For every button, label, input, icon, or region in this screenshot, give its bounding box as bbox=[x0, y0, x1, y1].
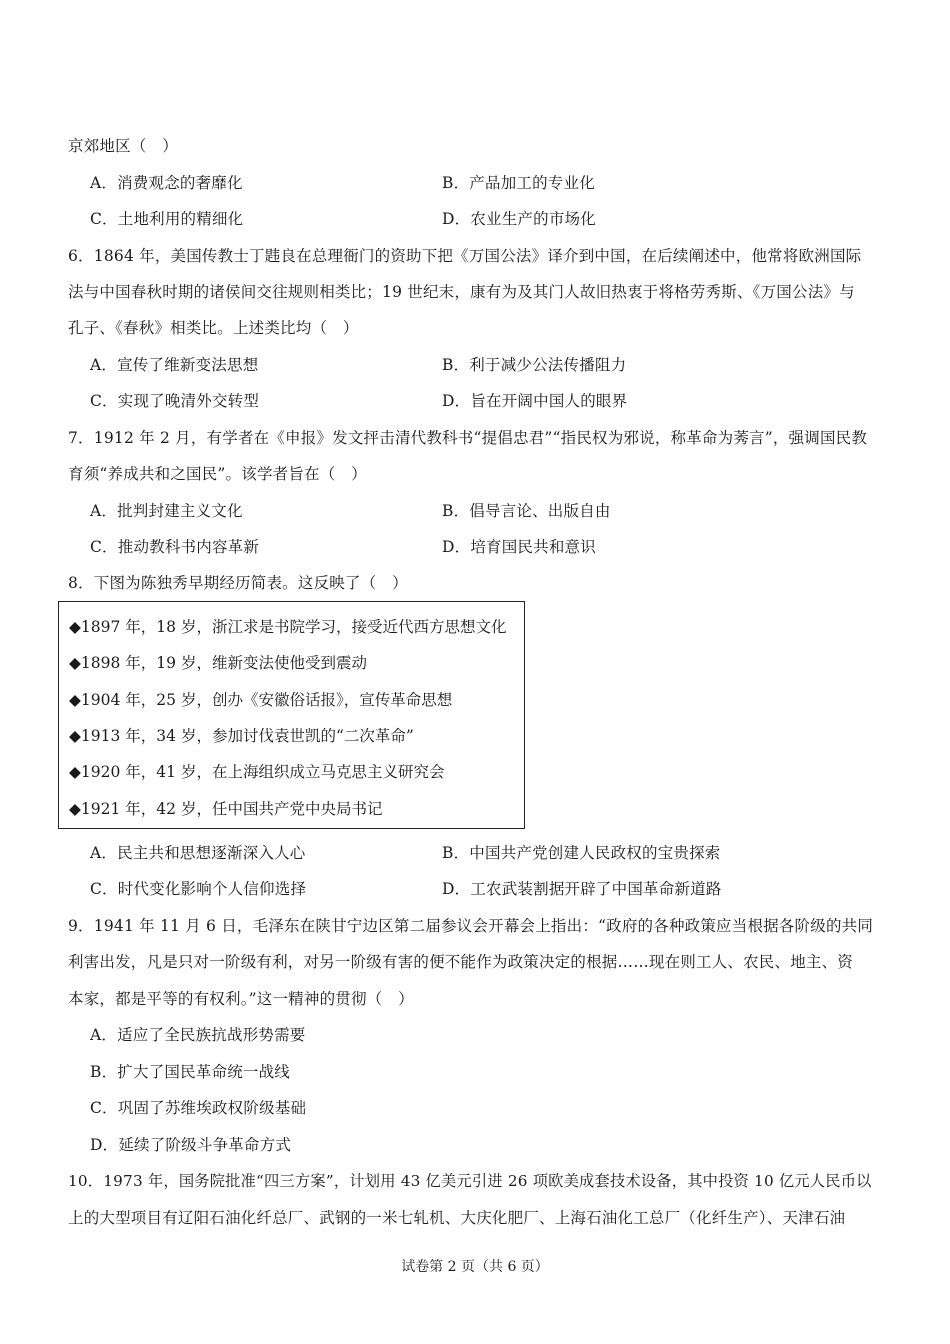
q10-stem-line2: 上的大型项目有辽阳石油化纤总厂、武钢的一米七轧机、大庆化肥厂、上海石油化工总厂（化纤生产）、天津石油 bbox=[68, 1209, 846, 1227]
q5-option-c[interactable]: C．土地利用的精细化 bbox=[90, 210, 244, 228]
timeline-entry-1897: ◆1897 年，18 岁，浙江求是书院学习，接受近代西方思想文化 bbox=[69, 618, 507, 636]
chen-duxiu-timeline-box bbox=[58, 601, 525, 829]
timeline-entry-1898: ◆1898 年，19 岁，维新变法使他受到震动 bbox=[69, 654, 367, 672]
q9-stem-line2: 利害出发，凡是只对一阶级有利，对另一阶级有害的便不能作为政策决定的根据……现在则工人、农民、地主、资 bbox=[68, 953, 854, 971]
q7-stem-line1: 7．1912 年 2 月，有学者在《申报》发文抨击清代教科书“提倡忠君”“指民权为邪说，称革命为莠言”，强调国民教 bbox=[68, 429, 868, 447]
q6-option-a[interactable]: A．宣传了维新变法思想 bbox=[90, 356, 259, 374]
timeline-entry-1913: ◆1913 年，34 岁，参加讨伐袁世凯的“二次革命” bbox=[69, 727, 414, 745]
q7-option-d[interactable]: D．培育国民共和意识 bbox=[442, 538, 596, 556]
q6-stem-line1: 6．1864 年，美国传教士丁韪良在总理衙门的资助下把《万国公法》译介到中国，在后续阐述中，他常将欧洲国际 bbox=[68, 247, 862, 265]
timeline-entry-1921: ◆1921 年，42 岁，任中国共产党中央局书记 bbox=[69, 800, 383, 818]
q5-option-a[interactable]: A．消费观念的奢靡化 bbox=[90, 174, 243, 192]
q6-option-c[interactable]: C．实现了晚清外交转型 bbox=[90, 392, 260, 410]
q9-option-c[interactable]: C．巩固了苏维埃政权阶级基础 bbox=[90, 1099, 307, 1117]
page-footer: 试卷第 2 页（共 6 页） bbox=[401, 1259, 549, 1275]
q9-option-d[interactable]: D．延续了阶级斗争革命方式 bbox=[90, 1136, 292, 1154]
q7-option-b[interactable]: B．倡导言论、出版自由 bbox=[442, 502, 611, 520]
q8-option-c[interactable]: C．时代变化影响个人信仰选择 bbox=[90, 880, 307, 898]
timeline-entry-1904: ◆1904 年，25 岁，创办《安徽俗话报》，宣传革命思想 bbox=[69, 691, 453, 709]
q7-option-a[interactable]: A．批判封建主义文化 bbox=[90, 502, 243, 520]
q9-option-b[interactable]: B．扩大了国民革命统一战线 bbox=[90, 1063, 290, 1081]
q6-option-d[interactable]: D．旨在开阔中国人的眼界 bbox=[442, 392, 628, 410]
q9-stem-line1: 9．1941 年 11 月 6 日，毛泽东在陕甘宁边区第二届参议会开幕会上指出：“政府的各种政策应当根据各阶级的共同 bbox=[68, 917, 874, 935]
timeline-entry-1920: ◆1920 年，41 岁，在上海组织成立马克思主义研究会 bbox=[69, 763, 445, 781]
q8-stem: 8．下图为陈独秀早期经历简表。这反映了（ ） bbox=[68, 574, 408, 592]
q5-option-b[interactable]: B．产品加工的专业化 bbox=[442, 174, 595, 192]
q9-option-a[interactable]: A．适应了全民族抗战形势需要 bbox=[90, 1026, 306, 1044]
q8-option-a[interactable]: A．民主共和思想逐渐深入人心 bbox=[90, 844, 306, 862]
q5-stem-tail: 京郊地区（ ） bbox=[68, 137, 178, 155]
q8-option-b[interactable]: B．中国共产党创建人民政权的宝贵探索 bbox=[442, 844, 721, 862]
q10-stem-line1: 10．1973 年，国务院批准“四三方案”，计划用 43 亿美元引进 26 项欧美成套技术设备，其中投资 10 亿元人民币以 bbox=[68, 1172, 872, 1190]
q6-stem-line3: 孔子、《春秋》相类比。上述类比均（ ） bbox=[68, 319, 359, 337]
q5-option-d[interactable]: D．农业生产的市场化 bbox=[442, 210, 596, 228]
q7-option-c[interactable]: C．推动教科书内容革新 bbox=[90, 538, 260, 556]
q8-option-d[interactable]: D．工农武装割据开辟了中国革命新道路 bbox=[442, 880, 722, 898]
q7-stem-line2: 育须“养成共和之国民”。该学者旨在（ ） bbox=[68, 465, 367, 483]
q6-stem-line2: 法与中国春秋时期的诸侯间交往规则相类比；19 世纪末，康有为及其门人故旧热衷于将格劳秀斯、《万国公法》与 bbox=[68, 283, 855, 301]
q6-option-b[interactable]: B．利于减少公法传播阻力 bbox=[442, 356, 627, 374]
q9-stem-line3: 本家，都是平等的有权利。”这一精神的贯彻（ ） bbox=[68, 990, 414, 1008]
